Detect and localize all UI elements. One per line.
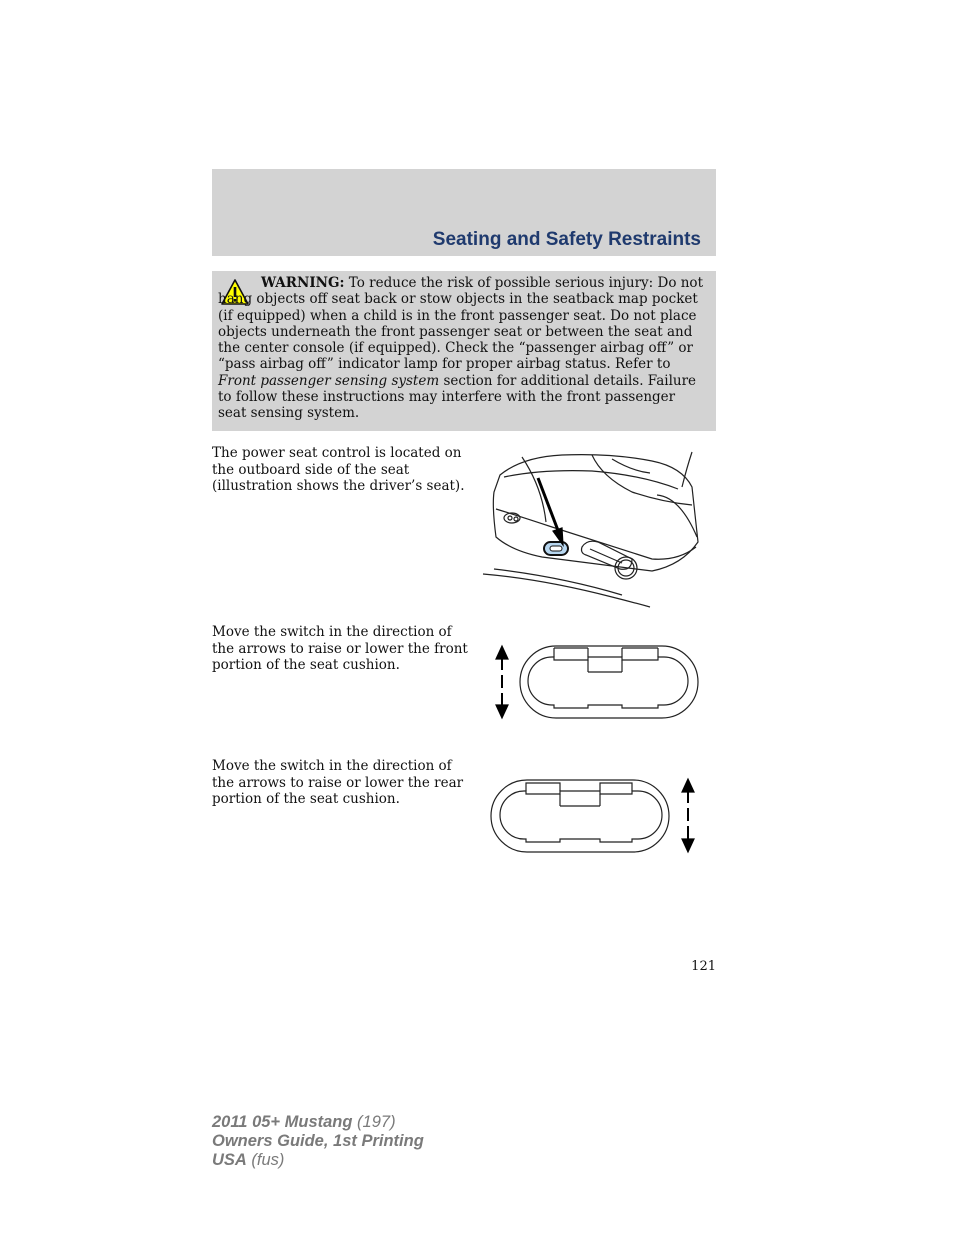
- footer-print-info: [212, 1113, 424, 1170]
- seat-cushion-edge: [504, 471, 678, 489]
- small-switch-knob: [508, 516, 512, 520]
- footer-edition: Owners Guide, 1st Printing: [212, 1132, 424, 1150]
- seat-back-edge: [682, 452, 692, 487]
- section-header-band: [212, 169, 716, 256]
- seat-body: [493, 455, 698, 571]
- warning-text: [218, 275, 706, 422]
- footer-line-2: [212, 1132, 424, 1151]
- footer-line-3: [212, 1151, 424, 1170]
- up-down-arrow-icon: [682, 779, 694, 852]
- small-switch-knob: [514, 517, 518, 521]
- page-number: 121: [691, 959, 716, 974]
- footer-market: USA: [212, 1151, 247, 1169]
- footer-model-code: (197): [352, 1113, 396, 1131]
- seat-seam: [612, 459, 650, 473]
- switch-inner: [528, 657, 688, 708]
- front-tilt-switch-illustration: [488, 642, 702, 722]
- section-title: Seating and Safety Restraints: [432, 229, 701, 250]
- seat-control-illustration: [482, 447, 704, 609]
- rear-tilt-switch-illustration: [488, 777, 700, 855]
- warning-text-part2: section for additional details. Failure to follow these instructions may interfere with the front passenger seat sensing system.: [218, 372, 697, 422]
- pointer-arrow-shaft: [538, 478, 559, 533]
- footer-line-1: [212, 1113, 424, 1132]
- seat-seam: [592, 455, 692, 505]
- footer-market-code: (fus): [246, 1151, 285, 1169]
- seat-seam: [657, 495, 697, 537]
- warning-text-part1: To reduce the risk of possible serious injury: Do not hang objects off seat back or stow objects in the seatback map pocket (if equipped) when a child is in the front passenger seat. Do not place objects underneath the front passenger seat or between the seat and the center console (if equipped). Check the “passenger airbag off” or “pass airbag off” indicator lamp for proper airbag status. Refer to: [218, 275, 703, 373]
- up-down-arrow-icon: [496, 646, 508, 718]
- footer-model: 2011 05+ Mustang: [212, 1113, 353, 1131]
- switch-inner: [500, 791, 662, 842]
- switch-tab: [526, 783, 632, 791]
- paragraph-front-cushion: Move the switch in the direction of the arrows to raise or lower the front portion of the seat cushion.: [212, 624, 468, 673]
- paragraph-seat-control-location: The power seat control is located on the outboard side of the seat (illustration shows the driver’s seat).: [212, 445, 465, 494]
- warning-label: WARNING:: [261, 275, 345, 291]
- paragraph-rear-cushion: Move the switch in the direction of the arrows to raise or lower the rear portion of the seat cushion.: [212, 758, 464, 807]
- floor-line: [494, 569, 622, 595]
- power-seat-switch-inner: [550, 546, 562, 551]
- warning-box: [212, 271, 716, 431]
- warning-cross-reference: Front passenger sensing system: [218, 372, 440, 389]
